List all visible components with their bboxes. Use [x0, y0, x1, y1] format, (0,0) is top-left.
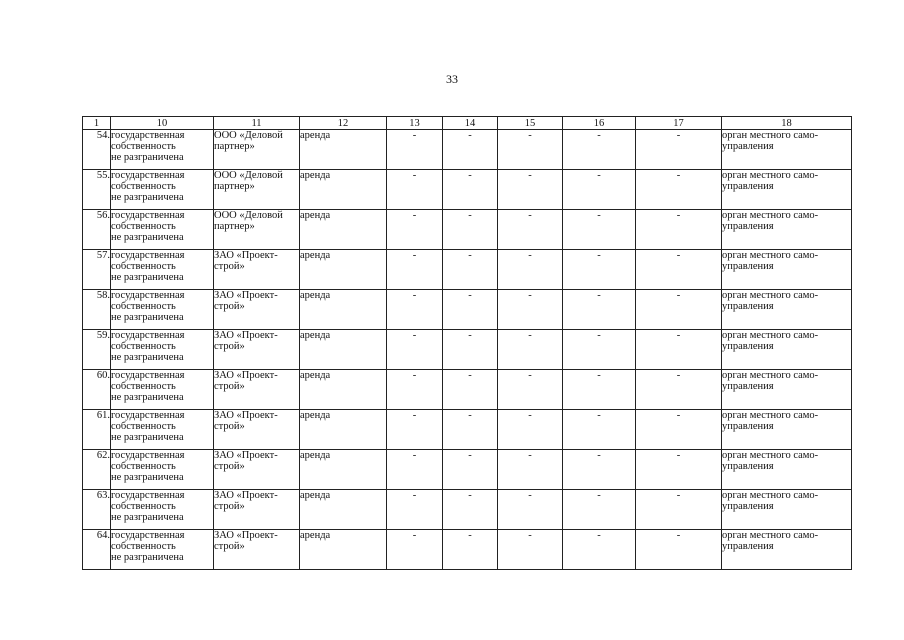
right-type-cell: аренда [300, 370, 387, 410]
ownership-line: не разграничена [111, 392, 184, 403]
authority-cell [722, 250, 852, 290]
header-cell: 12 [300, 117, 387, 130]
col-15-cell: - [498, 450, 563, 490]
col-17-cell: - [636, 210, 722, 250]
holder-cell [214, 410, 300, 450]
holder-line: ЗАО «Проект- [214, 250, 278, 261]
header-cell: 17 [636, 117, 722, 130]
ownership-line: не разграничена [111, 472, 184, 483]
holder-cell [214, 250, 300, 290]
authority-cell [722, 210, 852, 250]
right-type-cell: аренда [300, 290, 387, 330]
ownership-cell [111, 330, 214, 370]
col-14-cell: - [443, 170, 498, 210]
row-number: 58. [83, 290, 111, 330]
ownership-line: собственность [111, 261, 176, 272]
authority-cell [722, 130, 852, 170]
authority-line: орган местного само- [722, 250, 819, 261]
authority-cell [722, 290, 852, 330]
authority-cell [722, 330, 852, 370]
col-13-cell: - [387, 530, 443, 570]
ownership-cell [111, 290, 214, 330]
header-row [83, 117, 852, 130]
col-15-cell: - [498, 370, 563, 410]
authority-line: орган местного само- [722, 530, 819, 541]
col-16-cell: - [563, 370, 636, 410]
ownership-line: собственность [111, 141, 176, 152]
ownership-line: собственность [111, 381, 176, 392]
holder-line: строй» [214, 461, 245, 472]
authority-line: управления [722, 341, 774, 352]
ownership-cell [111, 410, 214, 450]
col-17-cell: - [636, 250, 722, 290]
authority-line: орган местного само- [722, 290, 819, 301]
ownership-line: государственная [111, 250, 185, 261]
header-cell: 13 [387, 117, 443, 130]
right-type-cell: аренда [300, 210, 387, 250]
ownership-cell [111, 370, 214, 410]
ownership-line: не разграничена [111, 352, 184, 363]
col-16-cell: - [563, 410, 636, 450]
ownership-line: собственность [111, 221, 176, 232]
col-17-cell: - [636, 130, 722, 170]
ownership-line: собственность [111, 501, 176, 512]
row-number: 61. [83, 410, 111, 450]
holder-cell [214, 210, 300, 250]
holder-cell [214, 330, 300, 370]
col-15-cell: - [498, 210, 563, 250]
authority-line: управления [722, 141, 774, 152]
table-row [83, 450, 852, 490]
header-cell: 16 [563, 117, 636, 130]
table-row [83, 290, 852, 330]
ownership-line: государственная [111, 490, 185, 501]
row-number: 64. [83, 530, 111, 570]
ownership-cell [111, 130, 214, 170]
authority-cell [722, 370, 852, 410]
col-17-cell: - [636, 450, 722, 490]
ownership-cell [111, 170, 214, 210]
col-15-cell: - [498, 290, 563, 330]
ownership-line: не разграничена [111, 312, 184, 323]
col-13-cell: - [387, 410, 443, 450]
col-16-cell: - [563, 530, 636, 570]
header-cell: 15 [498, 117, 563, 130]
table-row [83, 170, 852, 210]
ownership-line: государственная [111, 170, 185, 181]
ownership-line: не разграничена [111, 152, 184, 163]
ownership-line: государственная [111, 370, 185, 381]
ownership-line: не разграничена [111, 192, 184, 203]
table-row [83, 490, 852, 530]
holder-cell [214, 370, 300, 410]
col-17-cell: - [636, 370, 722, 410]
col-16-cell: - [563, 130, 636, 170]
col-13-cell: - [387, 250, 443, 290]
holder-cell [214, 490, 300, 530]
col-17-cell: - [636, 410, 722, 450]
ownership-line: собственность [111, 421, 176, 432]
authority-cell [722, 530, 852, 570]
holder-line: ООО «Деловой [214, 170, 283, 181]
authority-line: орган местного само- [722, 330, 819, 341]
col-17-cell: - [636, 170, 722, 210]
holder-line: строй» [214, 501, 245, 512]
authority-cell [722, 170, 852, 210]
col-16-cell: - [563, 450, 636, 490]
header-cell: 18 [722, 117, 852, 130]
row-number: 55. [83, 170, 111, 210]
ownership-line: собственность [111, 301, 176, 312]
authority-line: управления [722, 381, 774, 392]
table-row [83, 370, 852, 410]
holder-cell [214, 290, 300, 330]
ownership-line: собственность [111, 341, 176, 352]
row-number: 63. [83, 490, 111, 530]
right-type-cell: аренда [300, 410, 387, 450]
row-number: 60. [83, 370, 111, 410]
authority-line: управления [722, 501, 774, 512]
holder-line: ЗАО «Проект- [214, 450, 278, 461]
ownership-line: собственность [111, 181, 176, 192]
table-row [83, 250, 852, 290]
right-type-cell: аренда [300, 490, 387, 530]
holder-line: ООО «Деловой [214, 210, 283, 221]
holder-line: строй» [214, 421, 245, 432]
authority-line: управления [722, 261, 774, 272]
header-cell: 14 [443, 117, 498, 130]
col-13-cell: - [387, 290, 443, 330]
holder-line: партнер» [214, 221, 255, 232]
authority-cell [722, 450, 852, 490]
row-number: 56. [83, 210, 111, 250]
col-13-cell: - [387, 370, 443, 410]
authority-cell [722, 490, 852, 530]
ownership-line: собственность [111, 461, 176, 472]
authority-line: управления [722, 461, 774, 472]
col-14-cell: - [443, 450, 498, 490]
col-17-cell: - [636, 290, 722, 330]
authority-line: управления [722, 301, 774, 312]
table-row [83, 130, 852, 170]
col-16-cell: - [563, 250, 636, 290]
right-type-cell: аренда [300, 330, 387, 370]
col-14-cell: - [443, 250, 498, 290]
col-13-cell: - [387, 450, 443, 490]
authority-line: орган местного само- [722, 410, 819, 421]
ownership-line: не разграничена [111, 432, 184, 443]
col-17-cell: - [636, 530, 722, 570]
ownership-line: государственная [111, 330, 185, 341]
col-14-cell: - [443, 410, 498, 450]
col-15-cell: - [498, 410, 563, 450]
holder-line: строй» [214, 541, 245, 552]
col-17-cell: - [636, 490, 722, 530]
col-17-cell: - [636, 330, 722, 370]
authority-cell [722, 410, 852, 450]
land-register-table [82, 116, 852, 570]
right-type-cell: аренда [300, 530, 387, 570]
col-16-cell: - [563, 170, 636, 210]
authority-line: управления [722, 421, 774, 432]
col-13-cell: - [387, 170, 443, 210]
holder-cell [214, 170, 300, 210]
ownership-line: государственная [111, 410, 185, 421]
row-number: 54. [83, 130, 111, 170]
header-cell: 1 [83, 117, 111, 130]
authority-line: орган местного само- [722, 450, 819, 461]
authority-line: орган местного само- [722, 210, 819, 221]
holder-cell [214, 130, 300, 170]
col-15-cell: - [498, 170, 563, 210]
col-16-cell: - [563, 290, 636, 330]
col-14-cell: - [443, 370, 498, 410]
ownership-line: не разграничена [111, 272, 184, 283]
authority-line: управления [722, 221, 774, 232]
row-number: 62. [83, 450, 111, 490]
right-type-cell: аренда [300, 130, 387, 170]
row-number: 59. [83, 330, 111, 370]
holder-line: ЗАО «Проект- [214, 330, 278, 341]
page-number: 33 [446, 72, 458, 86]
ownership-cell [111, 530, 214, 570]
header-cell: 10 [111, 117, 214, 130]
ownership-cell [111, 450, 214, 490]
col-14-cell: - [443, 210, 498, 250]
col-13-cell: - [387, 210, 443, 250]
header-cell: 11 [214, 117, 300, 130]
ownership-cell [111, 250, 214, 290]
authority-line: управления [722, 541, 774, 552]
col-14-cell: - [443, 130, 498, 170]
ownership-line: не разграничена [111, 552, 184, 563]
col-14-cell: - [443, 530, 498, 570]
holder-line: партнер» [214, 141, 255, 152]
col-14-cell: - [443, 490, 498, 530]
holder-cell [214, 450, 300, 490]
table-row [83, 410, 852, 450]
right-type-cell: аренда [300, 170, 387, 210]
holder-line: строй» [214, 381, 245, 392]
holder-line: строй» [214, 301, 245, 312]
right-type-cell: аренда [300, 250, 387, 290]
ownership-line: не разграничена [111, 232, 184, 243]
col-13-cell: - [387, 130, 443, 170]
ownership-line: государственная [111, 530, 185, 541]
holder-line: ЗАО «Проект- [214, 290, 278, 301]
ownership-line: государственная [111, 290, 185, 301]
ownership-line: государственная [111, 130, 185, 141]
ownership-line: государственная [111, 450, 185, 461]
authority-line: орган местного само- [722, 170, 819, 181]
ownership-line: государственная [111, 210, 185, 221]
holder-line: партнер» [214, 181, 255, 192]
col-15-cell: - [498, 490, 563, 530]
holder-cell [214, 530, 300, 570]
holder-line: ООО «Деловой [214, 130, 283, 141]
col-15-cell: - [498, 250, 563, 290]
right-type-cell: аренда [300, 450, 387, 490]
col-16-cell: - [563, 330, 636, 370]
holder-line: ЗАО «Проект- [214, 370, 278, 381]
holder-line: ЗАО «Проект- [214, 410, 278, 421]
holder-line: ЗАО «Проект- [214, 530, 278, 541]
holder-line: строй» [214, 261, 245, 272]
col-14-cell: - [443, 290, 498, 330]
holder-line: ЗАО «Проект- [214, 490, 278, 501]
ownership-cell [111, 490, 214, 530]
ownership-line: не разграничена [111, 512, 184, 523]
table-row [83, 210, 852, 250]
col-16-cell: - [563, 490, 636, 530]
table-body [83, 130, 852, 570]
holder-line: строй» [214, 341, 245, 352]
ownership-line: собственность [111, 541, 176, 552]
authority-line: орган местного само- [722, 490, 819, 501]
authority-line: орган местного само- [722, 130, 819, 141]
col-13-cell: - [387, 330, 443, 370]
col-15-cell: - [498, 530, 563, 570]
table-row [83, 530, 852, 570]
col-14-cell: - [443, 330, 498, 370]
authority-line: управления [722, 181, 774, 192]
row-number: 57. [83, 250, 111, 290]
col-16-cell: - [563, 210, 636, 250]
ownership-cell [111, 210, 214, 250]
col-15-cell: - [498, 330, 563, 370]
col-15-cell: - [498, 130, 563, 170]
col-13-cell: - [387, 490, 443, 530]
authority-line: орган местного само- [722, 370, 819, 381]
table-row [83, 330, 852, 370]
